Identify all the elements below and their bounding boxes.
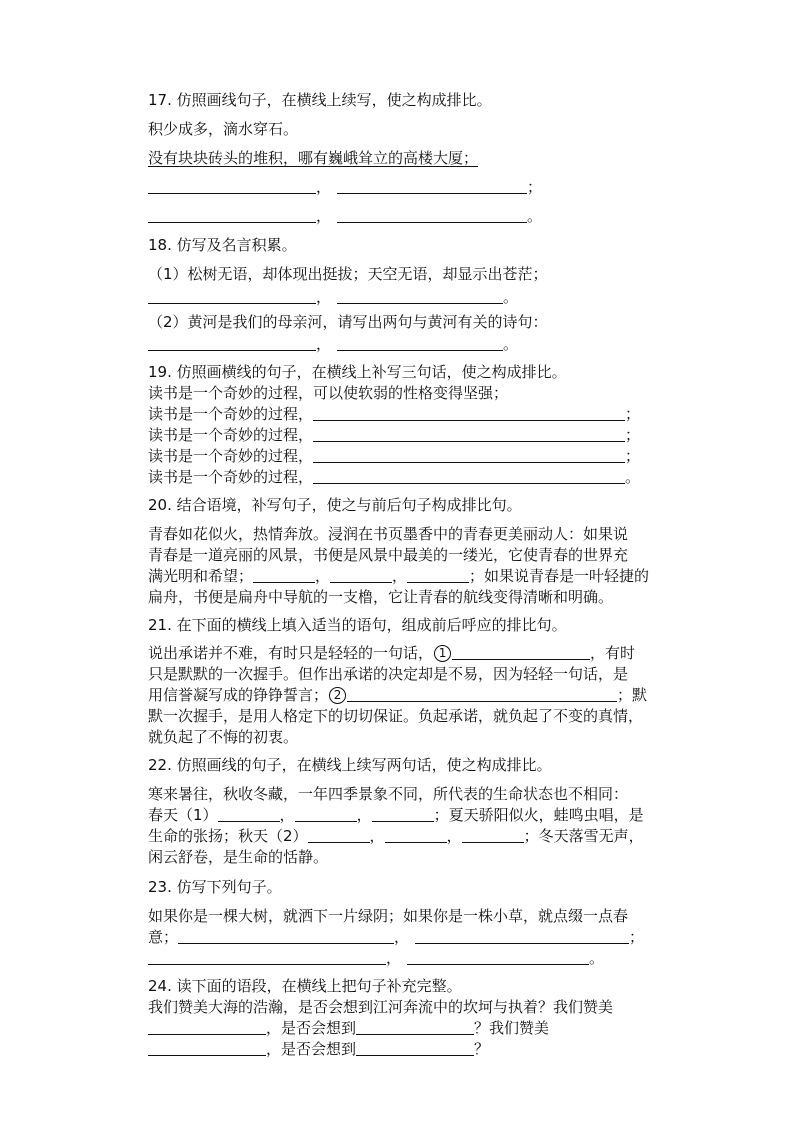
answer-blank[interactable]	[356, 1039, 474, 1056]
q18-answer-line-1: ， 。	[148, 287, 518, 307]
q19-answer-line-2: 读书是一个奇妙的过程， ；	[148, 426, 641, 444]
q21-text-2: 只是默默的一次握手。但作出承诺的决定却是不易，因为轻轻一句话，是	[148, 665, 629, 683]
q19-answer-line-3: 读书是一个奇妙的过程， ；	[148, 447, 641, 465]
q20-title: 20. 结合语境，补写句子，使之与前后句子构成排比句。	[148, 496, 522, 514]
answer-blank[interactable]	[148, 948, 386, 965]
answer-blank[interactable]	[148, 334, 316, 351]
q23-answer-line-2: ， 。	[148, 948, 604, 968]
q19-answer-line-4: 读书是一个奇妙的过程， 。	[148, 468, 641, 486]
q24-title: 24. 读下面的语段，在横线上把句子补充完整。	[148, 977, 462, 995]
circled-number-1: 1	[434, 645, 451, 662]
q20-text-1: 青春如花似火，热情奔放。浸润在书页墨香中的青春更美丽动人：如果说	[148, 525, 629, 543]
answer-blank[interactable]	[148, 1039, 266, 1056]
answer-blank[interactable]	[148, 1018, 266, 1035]
answer-blank[interactable]	[148, 287, 316, 304]
q18-title: 18. 仿写及名言积累。	[148, 236, 297, 254]
answer-blank[interactable]	[313, 404, 625, 421]
q22-title: 22. 仿照画线的句子，在横线上续写两句话，使之构成排比。	[148, 756, 552, 774]
answer-blank[interactable]	[218, 805, 280, 822]
answer-blank[interactable]	[407, 566, 469, 583]
q21-text-3: 用信誉凝写成的铮铮誓言； 2 ；默	[148, 686, 648, 704]
q22-text-3: 生命的张扬；秋天（2） ， ， ；冬天落雪无声，	[148, 827, 644, 845]
answer-blank[interactable]	[462, 826, 524, 843]
q24-text-1: 我们赞美大海的浩瀚，是否会想到江河奔流中的坎坷与执着？我们赞美	[148, 998, 614, 1016]
answer-blank[interactable]	[337, 206, 527, 223]
answer-blank[interactable]	[313, 446, 625, 463]
q18-part1: （1）松树无语，却体现出挺拔；天空无语，却显示出苍茫；	[148, 265, 548, 283]
q18-answer-line-2: ， 。	[148, 334, 518, 354]
q22-text-4: 闲云舒卷，是生命的恬静。	[148, 848, 329, 866]
answer-blank[interactable]	[452, 643, 590, 660]
q21-title: 21. 在下面的横线上填入适当的语句，组成前后呼应的排比句。	[148, 616, 567, 634]
answer-blank[interactable]	[407, 948, 589, 965]
q19-title: 19. 仿照画横线的句子，在横线上补写三句话，使之构成排比。	[148, 363, 567, 381]
q23-answer-line-1: 意； ， ；	[148, 928, 645, 946]
q22-text-2: 春天（1） ， ， ；夏天骄阳似火，蛙鸣虫唱，是	[148, 806, 644, 824]
answer-blank[interactable]	[330, 566, 392, 583]
q17-example: 积少成多，滴水穿石。	[148, 120, 299, 138]
answer-blank[interactable]	[415, 927, 629, 944]
q23-text-1: 如果你是一棵大树，就洒下一片绿阴；如果你是一株小草，就点缀一点春	[148, 907, 629, 925]
q24-text-2: ，是否会想到 ？我们赞美	[148, 1018, 549, 1038]
q21-text-5: 就负起了不悔的初衷。	[148, 728, 299, 746]
q17-underlined-sentence: 没有块块砖头的堆积，哪有巍峨耸立的高楼大厦；	[148, 149, 479, 167]
answer-blank[interactable]	[148, 206, 316, 223]
q18-part2: （2）黄河是我们的母亲河，请写出两句与黄河有关的诗句：	[148, 313, 548, 331]
q17-answer-line-2: ， 。	[148, 206, 542, 226]
answer-blank[interactable]	[178, 927, 394, 944]
answer-blank[interactable]	[337, 287, 503, 304]
q19-answer-line-1: 读书是一个奇妙的过程， ；	[148, 405, 641, 423]
answer-blank[interactable]	[337, 334, 503, 351]
q23-title: 23. 仿写下列句子。	[148, 878, 282, 896]
answer-blank[interactable]	[313, 425, 625, 442]
answer-blank[interactable]	[253, 566, 315, 583]
answer-blank[interactable]	[148, 177, 316, 194]
q20-text-4: 扁舟，书便是扁舟中导航的一支橹，它让青春的航线变得清晰和明确。	[148, 588, 614, 606]
answer-blank[interactable]	[308, 826, 370, 843]
q24-text-3: ，是否会想到 ？	[148, 1039, 489, 1059]
q21-text-4: 默一次握手，是用人格定下的切切保证。负起承诺，就负起了不变的真情，	[148, 707, 644, 725]
q22-text-1: 寒来暑往，秋收冬藏，一年四季景象不同，所代表的生命状态也不相同：	[148, 785, 629, 803]
q17-answer-line-1: ， ；	[148, 177, 542, 197]
q21-text-1: 说出承诺并不难，有时只是轻轻的一句话， 1 ，有时	[148, 644, 636, 662]
q20-text-2: 青春是一道亮丽的风景，书便是风景中最美的一缕光，它使青春的世界充	[148, 546, 629, 564]
circled-number-2: 2	[329, 687, 346, 704]
answer-blank[interactable]	[347, 685, 617, 702]
q20-text-3: 满光明和希望； ， ， ；如果说青春是一叶轻捷的	[148, 567, 650, 585]
q19-example: 读书是一个奇妙的过程，可以使软弱的性格变得坚强；	[148, 384, 509, 402]
answer-blank[interactable]	[337, 177, 527, 194]
q17-title: 17. 仿照画线句子，在横线上续写，使之构成排比。	[148, 91, 492, 109]
answer-blank[interactable]	[356, 1018, 474, 1035]
answer-blank[interactable]	[372, 805, 434, 822]
answer-blank[interactable]	[385, 826, 447, 843]
answer-blank[interactable]	[295, 805, 357, 822]
answer-blank[interactable]	[313, 467, 625, 484]
